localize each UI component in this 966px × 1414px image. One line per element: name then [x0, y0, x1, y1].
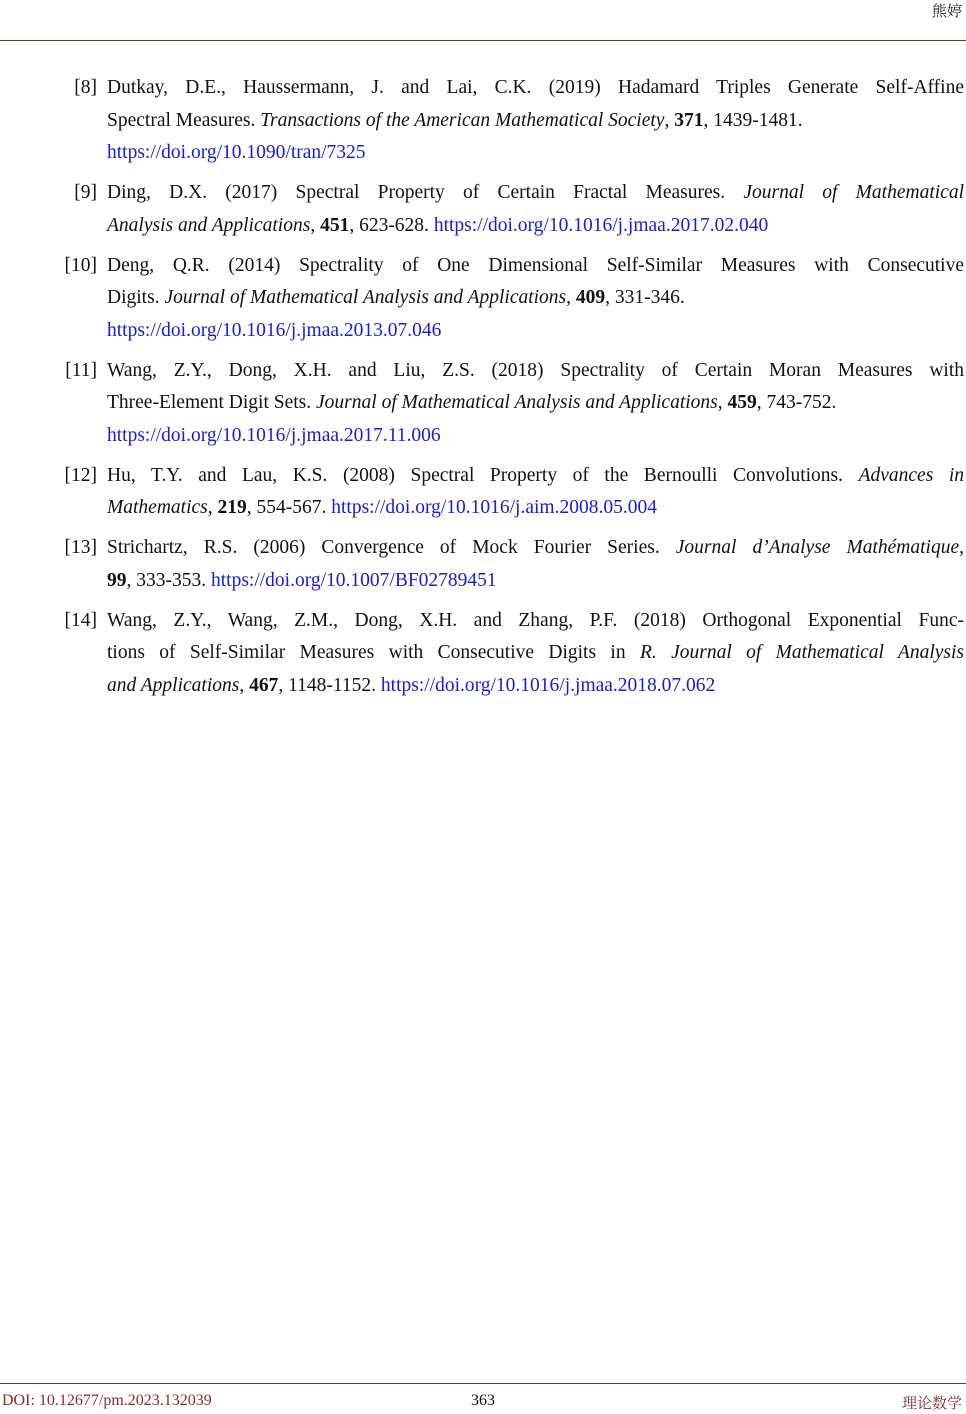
- footer-rule: [0, 1383, 966, 1384]
- reference-number: [14]: [64, 609, 97, 631]
- volume-number: 459: [727, 392, 757, 414]
- reference-text: Analysis and Applications, 451, 623-628. https://doi.org/10.1016/j.jmaa.2017.02.040: [107, 214, 769, 236]
- doi-link[interactable]: https://doi.org/10.1016/j.jmaa.2017.11.006: [107, 425, 441, 447]
- doi-link[interactable]: https://doi.org/10.1016/j.jmaa.2017.02.040: [433, 214, 769, 236]
- reference-item: [0, 605, 966, 703]
- reference-text: Mathematics, 219, 554-567. https://doi.org/10.1016/j.aim.2008.05.004: [107, 497, 657, 519]
- reference-number: [8]: [74, 77, 97, 98]
- reference-number: [12]: [64, 464, 97, 486]
- journal-name: R. Journal of Mathematical Analysis: [639, 642, 964, 664]
- reference-text: Digits. Journal of Mathematical Analysis and Applications, 409, 331-346.: [107, 287, 685, 309]
- footer-journal: 理论数学: [901, 1394, 962, 1412]
- page-number: 363: [471, 1392, 495, 1409]
- doi-link[interactable]: https://doi.org/10.1016/j.jmaa.2013.07.046: [107, 319, 442, 341]
- journal-name: Analysis and Applications: [107, 214, 311, 236]
- reference-text: Strichartz, R.S. (2006) Convergence of Mock Fourier Series. Journal d’Analyse Mathématique,: [107, 537, 964, 559]
- reference-item: [0, 460, 966, 525]
- reference-text: Spectral Measures. Transactions of the American Mathematical Society, 371, 1439-1481.: [107, 109, 803, 131]
- volume-number: 371: [674, 109, 704, 131]
- reference-text: tions of Self-Similar Measures with Consecutive Digits in R. Journal of Mathematical Analysis: [107, 642, 964, 664]
- header-author: 熊婷: [931, 2, 962, 20]
- reference-number: [10]: [64, 254, 97, 276]
- journal-name: Transactions of the American Mathematical Society: [260, 109, 665, 131]
- journal-name: Journal of Mathematical Analysis and Applications: [316, 392, 718, 414]
- reference-item: [0, 250, 966, 348]
- header-rule: [0, 40, 966, 41]
- reference-number: [13]: [64, 537, 97, 559]
- reference-item: [0, 72, 966, 170]
- footer-doi: DOI: 10.12677/pm.2023.132039: [2, 1392, 212, 1409]
- reference-item: [0, 177, 966, 242]
- doi-link[interactable]: https://doi.org/10.1016/j.jmaa.2018.07.062: [380, 674, 716, 696]
- volume-number: 219: [217, 497, 247, 519]
- reference-text: Dutkay, D.E., Haussermann, J. and Lai, C.K. (2019) Hadamard Triples Generate Self-Affine: [107, 77, 964, 98]
- doi-link[interactable]: https://doi.org/10.1090/tran/7325: [107, 142, 366, 164]
- volume-number: 467: [249, 674, 279, 696]
- reference-item: [0, 355, 966, 453]
- reference-text: 99, 333-353. https://doi.org/10.1007/BF02789451: [107, 569, 497, 591]
- reference-text: Wang, Z.Y., Wang, Z.M., Dong, X.H. and Zhang, P.F. (2018) Orthogonal Exponential Func-: [107, 609, 964, 631]
- volume-number: 409: [575, 287, 606, 309]
- reference-list: [0, 72, 966, 710]
- volume-number: 451: [320, 214, 350, 236]
- journal-name: Journal of Mathematical Analysis and Applications: [164, 287, 567, 309]
- doi-link[interactable]: https://doi.org/10.1016/j.aim.2008.05.004: [331, 497, 657, 519]
- journal-name: and Applications: [107, 674, 240, 696]
- doi-link[interactable]: https://doi.org/10.1007/BF02789451: [211, 569, 497, 591]
- journal-name: Mathematics: [107, 497, 208, 519]
- journal-name: Journal d’Analyse Mathématique: [675, 537, 960, 559]
- reference-text: Ding, D.X. (2017) Spectral Property of Certain Fractal Measures. Journal of Mathematical: [107, 182, 964, 204]
- reference-text: Deng, Q.R. (2014) Spectrality of One Dimensional Self-Similar Measures with Consecutive: [107, 254, 964, 276]
- reference-text: Wang, Z.Y., Dong, X.H. and Liu, Z.S. (2018) Spectrality of Certain Moran Measures with: [107, 359, 964, 381]
- reference-text: Hu, T.Y. and Lau, K.S. (2008) Spectral Property of the Bernoulli Convolutions. Advances in: [107, 464, 965, 486]
- reference-number: [9]: [74, 182, 97, 204]
- reference-text: and Applications, 467, 1148-1152. https://doi.org/10.1016/j.jmaa.2018.07.062: [107, 674, 716, 696]
- journal-name: Advances in: [858, 464, 965, 486]
- journal-name: Journal of Mathematical: [743, 182, 964, 204]
- reference-text: Three-Element Digit Sets. Journal of Mathematical Analysis and Applications, 459, 743-752.: [107, 392, 837, 414]
- reference-item: [0, 532, 966, 597]
- reference-number: [11]: [65, 359, 97, 381]
- volume-number: 99: [107, 569, 127, 591]
